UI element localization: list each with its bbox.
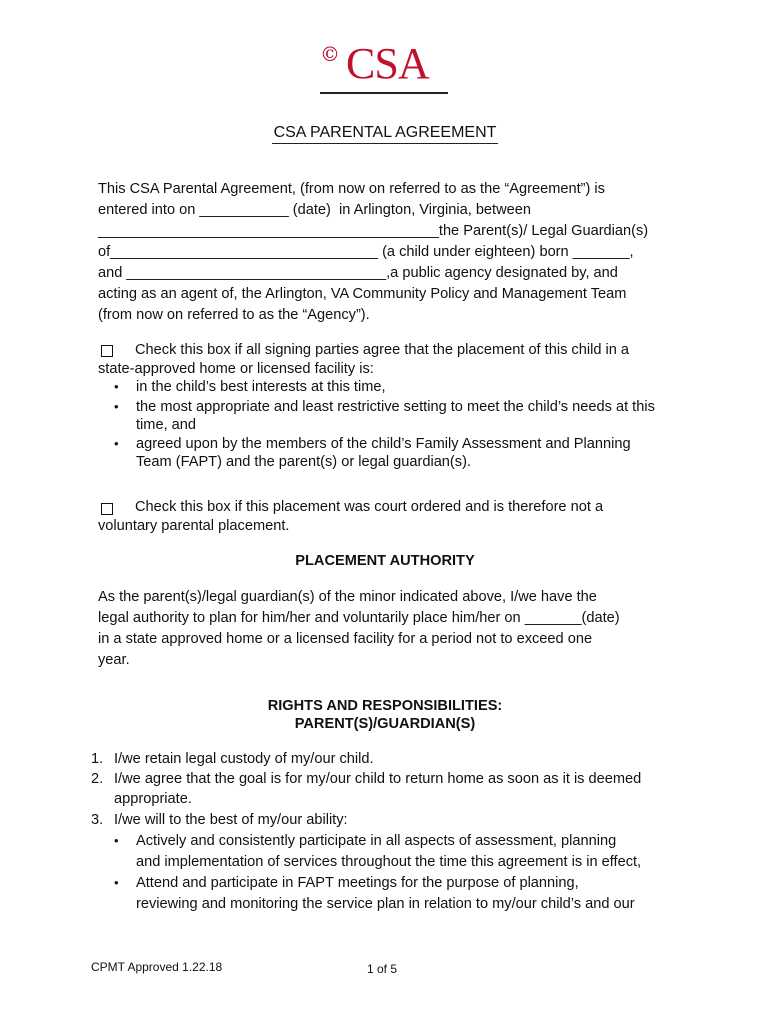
page-number: 1 of 5 [367,962,398,976]
bullet-icon: • [114,399,119,414]
approval-note: CPMT Approved 1.22.18 [91,960,223,974]
intro-line: of_________________________________ (a child under eighteen) born _______, [98,244,634,260]
list-item: the most appropriate and least restrictive setting to meet the child’s needs at this [136,399,655,415]
intro-line: and ________________________________,a public agency designated by, and [98,265,618,281]
list-item: agreed upon by the members of the child’s Family Assessment and Planning [136,436,631,452]
placement-line: year. [98,652,130,668]
csa-logo [320,40,450,96]
placement-line: As the parent(s)/legal guardian(s) of the minor indicated above, I/we have the [98,589,597,605]
bullet-icon: • [114,436,119,451]
list-item: reviewing and monitoring the service plan in relation to my/our child’s and our [136,896,635,912]
logo-underline [320,92,448,94]
bullet-icon: • [114,379,119,394]
intro-line: acting as an agent of, the Arlington, VA Community Policy and Management Team [98,286,627,302]
list-item: Attend and participate in FAPT meetings for the purpose of planning, [136,875,579,891]
placement-line: in a state approved home or a licensed facility for a period not to exceed one [98,631,593,647]
list-item: Actively and consistently participate in all aspects of assessment, planning [136,833,617,849]
list-number: 2. [91,771,104,787]
list-item: I/we agree that the goal is for my/our child to return home as soon as it is deemed [114,771,642,787]
logo-swirl-icon: © [320,42,340,66]
checkbox1-text: Check this box if all signing parties agree that the placement of this child in a [135,342,630,358]
logo-text: CSA [346,39,429,88]
list-item: I/we will to the best of my/our ability: [114,812,348,828]
list-item: I/we retain legal custody of my/our child. [114,751,374,767]
intro-line: __________________________________________the Parent(s)/ Legal Guardian(s) [98,223,649,239]
list-item: appropriate. [114,791,192,807]
intro-line: entered into on ___________ (date) in Arlington, Virginia, between [98,202,531,218]
list-item: in the child’s best interests at this time, [136,379,386,395]
bullet-icon: • [114,833,119,848]
section-heading: RIGHTS AND RESPONSIBILITIES: [267,698,503,714]
court-ordered-checkbox[interactable] [101,503,113,515]
intro-line: (from now on referred to as the “Agency”). [98,307,370,323]
list-number: 3. [91,812,104,828]
list-item: time, and [136,417,197,433]
list-item: Team (FAPT) and the parent(s) or legal guardian(s). [136,454,471,470]
section-heading: PLACEMENT AUTHORITY [295,553,475,569]
placement-line: legal authority to plan for him/her and voluntarily place him/her on _______(date) [98,610,620,626]
best-interest-checkbox[interactable] [101,345,113,357]
page-title: CSA PARENTAL AGREEMENT [0,124,770,144]
list-number: 1. [91,751,104,767]
bullet-icon: • [114,875,119,890]
checkbox2-text: voluntary parental placement. [98,518,290,534]
checkbox1-text: state-approved home or licensed facility is: [98,361,374,377]
section-heading: PARENT(S)/GUARDIAN(S) [294,716,476,732]
intro-line: This CSA Parental Agreement, (from now on referred to as the “Agreement”) is [98,181,605,197]
checkbox2-text: Check this box if this placement was court ordered and is therefore not a [135,499,604,515]
list-item: and implementation of services throughout the time this agreement is in effect, [136,854,642,870]
